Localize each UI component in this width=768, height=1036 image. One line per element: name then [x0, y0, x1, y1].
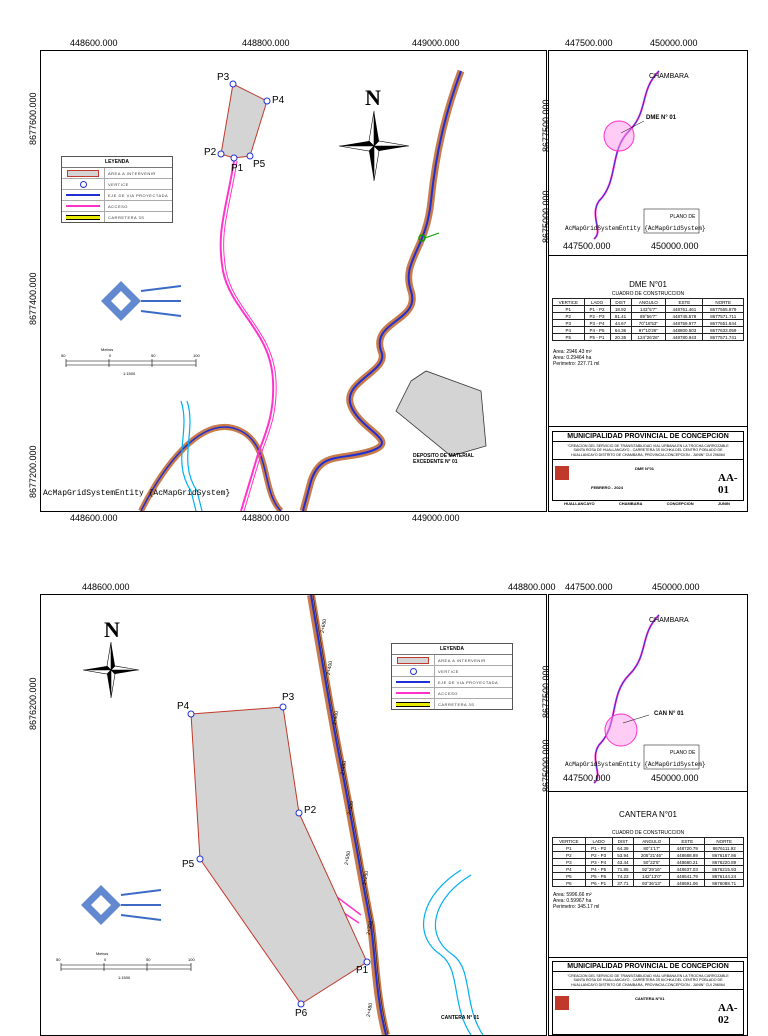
- vertex-marker: [298, 1001, 304, 1007]
- inset-place: CHAMBARA: [649, 617, 689, 624]
- footer-cell: CONCEPCION: [666, 501, 694, 506]
- scale-title: Metros: [101, 347, 114, 352]
- table-header: DIST: [612, 838, 634, 845]
- vertex-label: P5: [253, 159, 266, 170]
- road-edge: [141, 427, 281, 511]
- table-cell: 74.23: [612, 873, 634, 880]
- access-path: [221, 161, 274, 511]
- table-cell: 43.44: [612, 859, 634, 866]
- grid-coord-top: 448800.000: [242, 38, 290, 48]
- plan-date: FEBRERO - 2024: [591, 485, 624, 490]
- footer-cell: CHAMBARA: [618, 501, 643, 506]
- legend-label: ACCESO: [108, 203, 128, 209]
- inset-coord-bottom: 450000.000: [651, 773, 699, 783]
- vertex-label: P2: [204, 147, 217, 158]
- inset-coord-bottom: 447500.000: [563, 241, 611, 251]
- legend-row: [62, 212, 172, 222]
- table-row: [553, 313, 744, 320]
- table-cell: 448680.21: [670, 859, 705, 866]
- construction-table: [552, 298, 744, 341]
- table-cell: P4: [553, 866, 586, 873]
- dme-location-circle: [604, 121, 634, 151]
- table-header: LADO: [585, 838, 612, 845]
- grid-coord-left: 8677600.000: [28, 92, 38, 145]
- vertex-marker: [230, 81, 236, 87]
- legend-row: [392, 688, 512, 699]
- north-label: N: [365, 85, 381, 110]
- table-header: ANGULO: [634, 838, 670, 845]
- road-station: 2+450: [339, 760, 349, 776]
- table-cell: 8676144.24: [705, 873, 744, 880]
- grid-coord-bottom: 448600.000: [70, 513, 118, 523]
- table-header: VERTICE: [553, 299, 585, 306]
- table-cell: 124°26'26": [631, 334, 666, 341]
- inset-coord-side: 8675000.000: [541, 739, 551, 792]
- table-header: VERTICE: [553, 838, 586, 845]
- vertex-label: P1: [356, 965, 369, 976]
- table-cell: P5: [553, 873, 586, 880]
- area-ha: Area: 0.59967 ha: [553, 898, 592, 904]
- table-cell: 53.94: [612, 852, 634, 859]
- cuadro-title: CUADRO DE CONSTRUCCION: [611, 830, 685, 836]
- footer-cell: JUNIN: [717, 501, 730, 506]
- legend-label: EJE DE VIA PROYECTADA: [108, 192, 169, 198]
- scale-tick: 0: [104, 957, 107, 962]
- table-cell: P2: [553, 313, 585, 320]
- inset-coord-side: 8677500.000: [541, 99, 551, 152]
- table-cell: P3 - P4: [585, 859, 612, 866]
- cantera-label: CANTERA N° 01: [441, 1015, 480, 1021]
- scale-ratio: 1:1500: [118, 975, 131, 980]
- road-axis: [141, 427, 281, 511]
- peru-shield-icon: [555, 466, 569, 480]
- table-header: DIST: [610, 299, 631, 306]
- table-cell: 448691.06: [670, 880, 705, 887]
- table-cell: 50°22'5": [634, 859, 670, 866]
- table-cell: 8676167.86: [705, 852, 744, 859]
- table-cell: P6 - P1: [585, 880, 612, 887]
- scale-tick: 100: [193, 353, 200, 358]
- project-description: "CREACION DEL SERVICIO DE TRANSITABILIDAD VIAL URBANA EN LA TROCHA CARROZABLE SANTA ROSA DE HUALLANCAYO - CARRETERA 3S KICHKA DEL CENTRO POBLADO DE HUALLANCAYO DISTRITO DE CHAMBARA, PROVINCIA CONCEPCION - JUNIN" CUI 296064: [553, 442, 743, 460]
- legend-label: VERTICE: [438, 668, 459, 674]
- table-header: NORTE: [705, 838, 744, 845]
- table-cell: 448759.977: [666, 320, 703, 327]
- north-arrow: [339, 111, 409, 181]
- table-row: [553, 859, 744, 866]
- table-cell: 97°10'26": [631, 327, 666, 334]
- area-ha: Area: 0.29464 ha: [553, 355, 592, 361]
- table-cell: 8676111.92: [705, 845, 744, 852]
- road-station: 2+300: [365, 920, 375, 936]
- table-cell: P5 - P1: [584, 334, 610, 341]
- vertex-label: P1: [231, 163, 244, 174]
- table-row: [553, 334, 744, 341]
- table-body: [553, 306, 744, 341]
- scale-bar: [61, 963, 191, 971]
- legend-label: CARRETERA 3S: [108, 214, 145, 220]
- table-cell: P1 - P2: [584, 306, 610, 313]
- table-cell: 448720.79: [670, 845, 705, 852]
- table-cell: 448745.578: [666, 313, 703, 320]
- grid-coord-left: 8676200.000: [28, 677, 38, 730]
- deposit-polygon: [396, 371, 486, 456]
- grid-coord-top: 448600.000: [70, 38, 118, 48]
- table-cell: 93°36'13": [634, 880, 670, 887]
- area-summary: [553, 349, 599, 367]
- table-header: ANGULO: [631, 299, 666, 306]
- table-cell: P4 - P5: [585, 866, 612, 873]
- north-arrow: [83, 642, 139, 698]
- road-station: 2+500: [346, 800, 356, 816]
- river: [435, 875, 483, 1035]
- scale-ratio: 1:1500: [123, 371, 136, 376]
- grid-coord-left: 8677200.000: [28, 445, 38, 498]
- table-cell: P3 - P4: [584, 320, 610, 327]
- dme-polygon: [221, 84, 267, 158]
- legend-row: [62, 190, 172, 201]
- logo-emblem: [101, 281, 181, 321]
- legend-label: VERTICE: [108, 181, 129, 187]
- table-cell: 448641.79: [670, 873, 705, 880]
- inset-coord-side: 8677500.000: [541, 665, 551, 718]
- peru-shield-icon: [555, 996, 569, 1010]
- vertex-marker: [296, 810, 302, 816]
- table-cell: P6: [553, 880, 586, 887]
- inset-coord-top: 447500.000: [565, 38, 613, 48]
- table-row: [553, 845, 744, 852]
- table-header: LADO: [584, 299, 610, 306]
- main-map: [40, 594, 547, 1036]
- table-cell: 205°21'46": [634, 852, 670, 859]
- table-cell: P1 - P2: [585, 845, 612, 852]
- table-cell: 8676220.89: [705, 859, 744, 866]
- table-cell: 448637.03: [670, 866, 705, 873]
- legend-label: ACCESO: [438, 690, 458, 696]
- inset-grid-label: AcMapGridSystemEntity {AcMapGridSystem}: [565, 225, 706, 232]
- road-station: 2+400: [325, 660, 335, 676]
- plan-name: DME N°01: [635, 466, 654, 471]
- table-cell: 18.92: [610, 306, 631, 313]
- table-row: [553, 866, 744, 873]
- legend-row: [392, 677, 512, 688]
- table-header: ESTE: [670, 838, 705, 845]
- scale-title: Metros: [96, 951, 109, 956]
- table-header: ESTE: [666, 299, 703, 306]
- table-cell: 37.71: [612, 880, 634, 887]
- table-cell: 143°5'7": [631, 306, 666, 313]
- vertex-marker: [264, 98, 270, 104]
- scale-tick: 50: [151, 353, 156, 358]
- area-summary: [553, 892, 599, 910]
- table-cell: 71.85: [612, 866, 634, 873]
- table-cell: 64.39: [612, 845, 634, 852]
- municipality-title: MUNICIPALIDAD PROVINCIAL DE CONCEPCION: [553, 962, 743, 972]
- vertex-marker: [280, 704, 286, 710]
- inset-coord-bottom: 447500.000: [563, 773, 611, 783]
- table-cell: 448761.461: [666, 306, 703, 313]
- vertex-label: P4: [272, 95, 285, 106]
- main-map: [40, 50, 547, 512]
- table-cell: 81.41: [610, 313, 631, 320]
- table-cell: P4: [553, 327, 585, 334]
- table-cell: 142°13'0": [634, 873, 670, 880]
- location-inset: [549, 51, 747, 241]
- legend-row: [62, 168, 172, 179]
- inset-plano: PLANO DE: [670, 750, 696, 756]
- legend: [391, 643, 513, 710]
- table-cell: 8677571.711: [703, 313, 744, 320]
- grid-coord-bottom: 449000.000: [412, 513, 460, 523]
- vertex-marker: [231, 155, 237, 161]
- table-cell: 64.36: [610, 327, 631, 334]
- table-cell: P4 - P5: [584, 327, 610, 334]
- vertex-label: P3: [217, 72, 230, 83]
- cantera-location-circle: [605, 714, 637, 746]
- inset-coord-top: 450000.000: [650, 38, 698, 48]
- table-cell: 448800.503: [666, 327, 703, 334]
- table-row: [553, 852, 744, 859]
- area-m2: Area: 2946.43 m²: [553, 349, 592, 355]
- table-cell: 8677571.741: [703, 334, 744, 341]
- inset-place: CHAMBARA: [649, 73, 689, 80]
- table-cell: P1: [553, 845, 586, 852]
- vertex-marker: [197, 856, 203, 862]
- perimeter: Perimetro: 345.17 ml: [553, 904, 600, 910]
- table-cell: 44.67: [610, 320, 631, 327]
- table-cell: P1: [553, 306, 585, 313]
- table-cell: P3: [553, 859, 586, 866]
- legend-label: CARRETERA 3S: [438, 701, 475, 707]
- construction-table: [552, 837, 744, 887]
- location-footer: [552, 501, 742, 506]
- inset-coord-top: 450000.000: [652, 582, 700, 592]
- table-cell: 8676215.93: [705, 866, 744, 873]
- grid-coord-top: 448600.000: [82, 582, 130, 592]
- legend-label: AREA A INTERVENIR: [438, 657, 486, 663]
- table-cell: 8676088.71: [705, 880, 744, 887]
- title-block: [552, 431, 744, 501]
- perimeter: Perimetro: 227.71 ml: [553, 361, 600, 367]
- table-cell: P5: [553, 334, 585, 341]
- project-description: "CREACION DEL SERVICIO DE TRANSITABILIDAD VIAL URBANA EN LA TROCHA CARROZABLE SANTA ROSA DE HUALLANCAYO - CARRETERA 3S KICHKA DEL CENTRO POBLADO DE HUALLANCAYO DISTRITO DE CHAMBARA, PROVINCIA CONCEPCION - JUNIN" CUI 296064: [553, 972, 743, 990]
- map-sheet-cantera: [0, 580, 768, 1024]
- legend-label: AREA A INTERVENIR: [108, 170, 156, 176]
- table-cell: 70°18'53": [631, 320, 666, 327]
- plan-name: CANTERA N°01: [635, 996, 665, 1001]
- table-cell: 448780.943: [666, 334, 703, 341]
- legend-row: [392, 666, 512, 677]
- scale-tick: 0: [109, 353, 112, 358]
- scale-tick: 50: [61, 353, 66, 358]
- plan-title: CANTERA N°01: [619, 810, 677, 819]
- municipality-title: MUNICIPALIDAD PROVINCIAL DE CONCEPCION: [553, 432, 743, 442]
- road-station: 2+650: [319, 618, 329, 634]
- legend-title: LEYENDA: [392, 644, 512, 655]
- scale-bar: [66, 359, 196, 367]
- scale-tick: 50: [56, 957, 61, 962]
- sheet-number: AA-01: [718, 472, 738, 496]
- footer-cell: HUALLANCAYO: [564, 501, 595, 506]
- table-cell: P2 - P3: [585, 852, 612, 859]
- legend: [61, 156, 173, 223]
- inset-grid-label: AcMapGridSystemEntity {AcMapGridSystem}: [565, 761, 706, 768]
- location-inset: [549, 595, 747, 785]
- grid-coord-left: 8677400.000: [28, 272, 38, 325]
- grid-system-label: AcMapGridSystemEntity {AcMapGridSystem}: [43, 489, 231, 498]
- table-cell: 80°1'17": [634, 845, 670, 852]
- table-row: [553, 306, 744, 313]
- inset-coord-side: 8675000.000: [541, 190, 551, 243]
- vertex-label: P4: [177, 701, 190, 712]
- table-row: [553, 320, 744, 327]
- vertex-label: P6: [295, 1008, 308, 1019]
- side-panel: [548, 594, 748, 1036]
- legend-row: [392, 699, 512, 709]
- table-cell: P5 - P6: [585, 873, 612, 880]
- access-path: [224, 161, 277, 511]
- main-map-drawing: [41, 51, 546, 511]
- side-panel: [548, 50, 748, 512]
- sheet-number: AA-02: [718, 1002, 738, 1026]
- table-row: [553, 873, 744, 880]
- legend-row: [62, 179, 172, 190]
- table-cell: P3: [553, 320, 585, 327]
- vertex-label: P3: [282, 692, 295, 703]
- table-header: NORTE: [703, 299, 744, 306]
- deposit-label: DEPOSITO DE MATERIAL EXCEDENTE N° 01: [413, 453, 474, 465]
- legend-row: [62, 201, 172, 212]
- table-row: [553, 880, 744, 887]
- plan-title: DME N°01: [629, 280, 667, 289]
- cuadro-title: CUADRO DE CONSTRUCCION: [611, 291, 685, 297]
- scale-tick: 50: [146, 957, 151, 962]
- road-station: 2+480: [365, 1002, 375, 1018]
- table-cell: 8677565.879: [703, 306, 744, 313]
- grid-coord-top: 449000.000: [412, 38, 460, 48]
- road-station: 2+250: [361, 870, 371, 886]
- legend-label: EJE DE VIA PROYECTADA: [438, 679, 499, 685]
- grid-coord-bottom: 448800.000: [242, 513, 290, 523]
- table-cell: 20.35: [610, 334, 631, 341]
- grid-coord-top: 448800.000: [508, 582, 556, 592]
- road-station: 2+400: [331, 710, 341, 726]
- inset-label: DME N° 01: [646, 115, 677, 121]
- table-cell: P2 - P3: [584, 313, 610, 320]
- table-cell: 8677633.059: [703, 327, 744, 334]
- table-cell: 448688.89: [670, 852, 705, 859]
- inset-coord-top: 447500.000: [565, 582, 613, 592]
- vertex-label: P5: [182, 859, 195, 870]
- table-body: [553, 845, 744, 887]
- inset-label: CAN N° 01: [654, 711, 684, 717]
- inset-coord-bottom: 450000.000: [651, 241, 699, 251]
- table-cell: 89°56'7": [631, 313, 666, 320]
- table-cell: 8677651.844: [703, 320, 744, 327]
- table-row: [553, 327, 744, 334]
- logo-emblem: [81, 885, 161, 925]
- vertex-label: P2: [304, 805, 317, 816]
- scale-tick: 100: [188, 957, 195, 962]
- legend-title: LEYENDA: [62, 157, 172, 168]
- inset-plano: PLANO DE: [670, 214, 696, 220]
- table-cell: P2: [553, 852, 586, 859]
- north-label: N: [104, 617, 120, 642]
- area-m2: Area: 5996.66 m²: [553, 892, 592, 898]
- vertex-marker: [218, 151, 224, 157]
- legend-row: [392, 655, 512, 666]
- table-cell: 92°29'16": [634, 866, 670, 873]
- road-station: 2+550: [343, 850, 353, 866]
